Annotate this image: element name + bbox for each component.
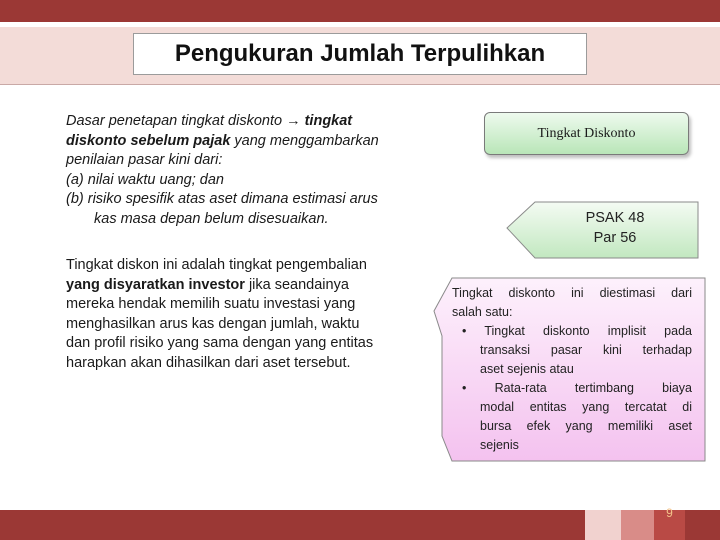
estimation-text xyxy=(452,284,692,455)
estim-bullet1-line3: aset sejenis atau xyxy=(480,362,574,376)
para1-line6: kas masa depan belum disesuaikan. xyxy=(94,210,329,227)
para2-line3: mereka hendak memilih suatu investasi yang xyxy=(66,296,356,312)
estim-bullet2-line2: modal entitas yang tercatat di xyxy=(480,400,692,414)
estim-bullet1-line1: • Tingkat diskonto implisit pada xyxy=(462,324,692,338)
para1-line5: (b) risiko spesifik atas aset dimana estimasi arus xyxy=(66,191,378,207)
title-box xyxy=(133,33,587,75)
slide-title: Pengukuran Jumlah Terpulihkan xyxy=(174,40,546,67)
para2-line4: menghasilkan arus kas dengan jumlah, waktu xyxy=(66,315,360,332)
page-number: 9 xyxy=(666,506,673,520)
estim-line2: salah satu: xyxy=(452,305,513,319)
estim-line1: Tingkat diskonto ini diestimasi dari xyxy=(452,286,692,300)
para2-line2: yang disyaratkan investor jika seandainya xyxy=(66,276,349,293)
footer-square-mid xyxy=(621,510,654,540)
estim-bullet2-line4: sejenis xyxy=(480,438,519,452)
para2-line5: dan profil risiko yang sama dengan yang entitas xyxy=(66,335,374,351)
discount-rate-label: Tingkat Diskonto xyxy=(537,125,636,141)
para1-line4: (a) nilai waktu uang; dan xyxy=(66,171,224,188)
paragraph-basis xyxy=(66,112,426,229)
psak-reference xyxy=(535,208,695,248)
paragraph-rate xyxy=(66,256,426,373)
left-column xyxy=(66,112,426,373)
footer-square-light xyxy=(585,510,621,540)
estim-bullet1-line2: transaksi pasar kini terhadap xyxy=(480,343,692,357)
para1-line1: Dasar penetapan tingkat diskonto → tingkat xyxy=(66,113,353,129)
psak-line2: Par 56 xyxy=(593,230,637,246)
arrow-icon: → xyxy=(286,113,301,129)
para2-line1: Tingkat diskon ini adalah tingkat pengembalian xyxy=(66,257,367,273)
estim-bullet2-line1: • Rata-rata tertimbang biaya xyxy=(462,381,692,395)
para2-line6: harapkan akan dihasilkan dari aset tersebut. xyxy=(66,354,351,371)
para1-line3: penilaian pasar kini dari: xyxy=(66,152,223,168)
discount-rate-box xyxy=(484,112,689,155)
top-accent-bar xyxy=(0,0,720,22)
estim-bullet2-line3: bursa efek yang memiliki aset xyxy=(480,419,692,433)
para1-line2: diskonto sebelum pajak yang menggambarkan xyxy=(66,132,379,149)
psak-line1: PSAK 48 xyxy=(585,210,645,226)
footer-square-darkest xyxy=(685,510,720,540)
